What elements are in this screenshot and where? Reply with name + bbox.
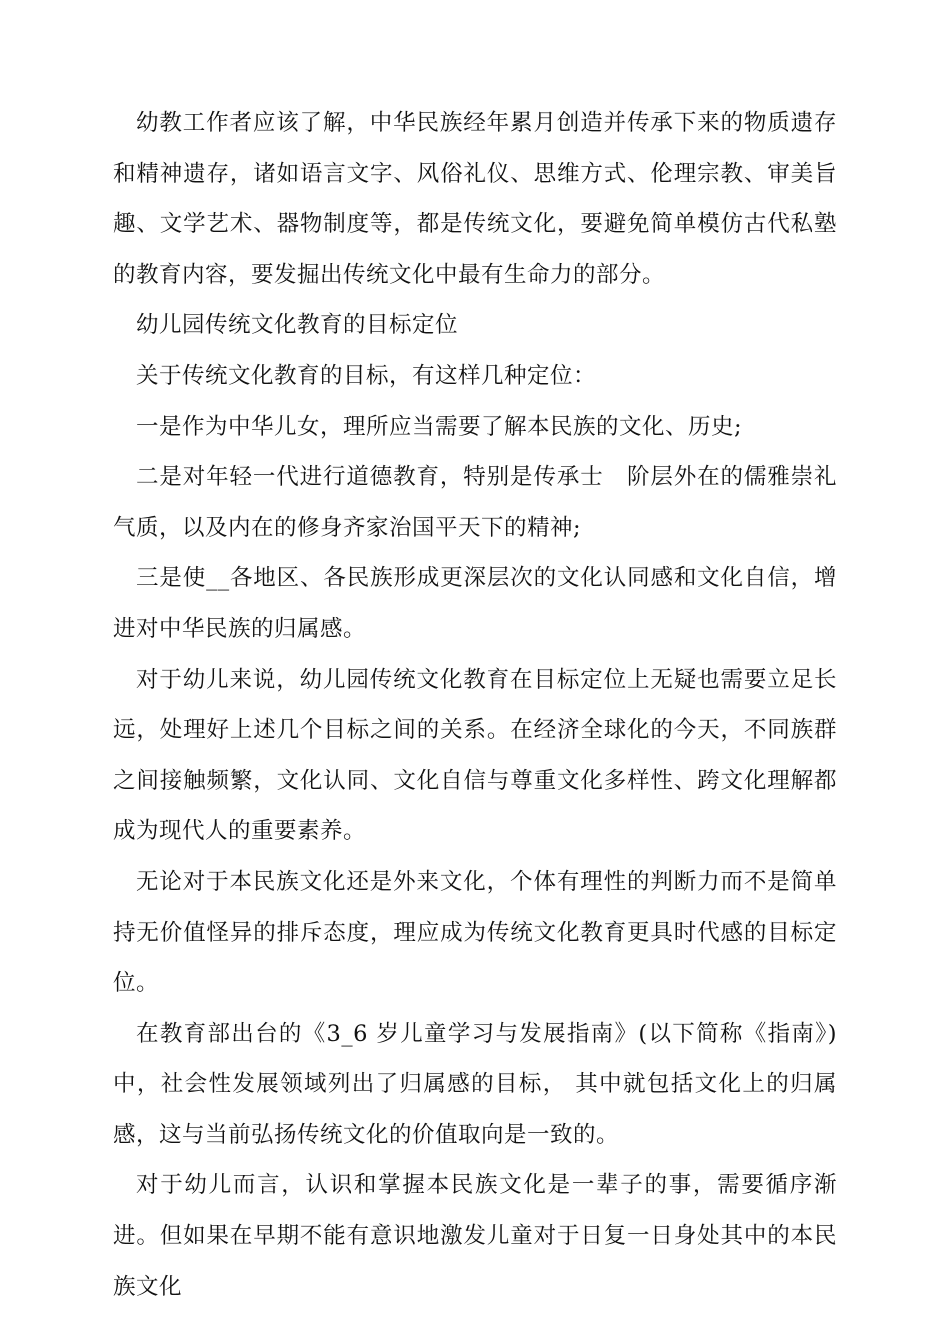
paragraph-7: 无论对于本民族文化还是外来文化，个体有理性的判断力而不是简单持无价值怪异的排斥态度，理应成为传统文化教育更具时代感的目标定位。: [113, 868, 837, 997]
document-body: [113, 98, 837, 1312]
paragraph-2: 关于传统文化教育的目标，有这样几种定位：: [136, 362, 597, 389]
paragraph-1: 幼教工作者应该了解，中华民族经年累月创造并传承下来的物质遗存和精神遗存，诸如语言文字、风俗礼仪、思维方式、伦理宗教、审美旨趣、文学艺术、器物制度等，都是传统文化，要避免简单模仿古代私塾的教育内容，要发掘出传统文化中最有生命力的部分。: [113, 110, 837, 288]
paragraph-9: 对于幼儿而言，认识和掌握本民族文化是一辈子的事，需要循序渐进。但如果在早期不能有意识地激发儿童对于日复一日身处其中的本民族文化: [113, 1172, 837, 1300]
paragraph-3: 一是作为中华儿女，理所应当需要了解本民族的文化、历史;: [136, 413, 743, 440]
paragraph-4: 二是对年轻一代进行道德教育，特别是传承士 阶层外在的儒雅崇礼气质，以及内在的修身齐家治国平天下的精神;: [113, 464, 837, 541]
section-heading: 幼儿园传统文化教育的目标定位: [136, 312, 459, 339]
paragraph-5: 三是使__各地区、各民族形成更深层次的文化认同感和文化自信，增进对中华民族的归属感。: [113, 565, 837, 642]
paragraph-8: 在教育部出台的《3_6 岁儿童学习与发展指南》(以下简称《指南》)中，社会性发展领域列出了归属感的目标， 其中就包括文化上的归属感，这与当前弘扬传统文化的价值取向是一致的。: [113, 1020, 837, 1148]
paragraph-6: 对于幼儿来说，幼儿园传统文化教育在目标定位上无疑也需要立足长远，处理好上述几个目标之间的关系。在经济全球化的今天，不同族群之间接触频繁，文化认同、文化自信与尊重文化多样性、跨文化理解都成为现代人的重要素养。: [113, 666, 837, 845]
